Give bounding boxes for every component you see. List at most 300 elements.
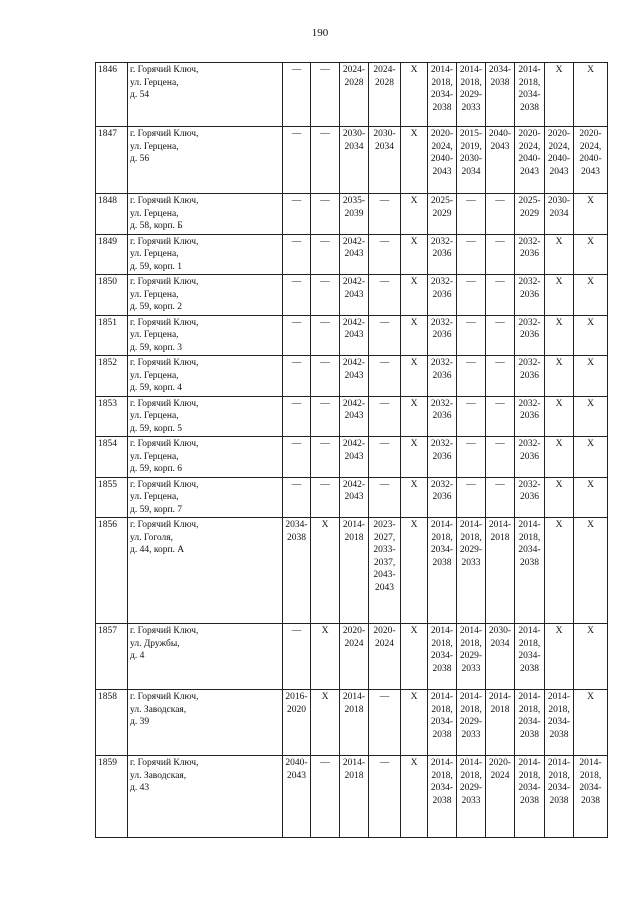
schedule-value: 2014- 2018 bbox=[488, 520, 512, 543]
schedule-value: — bbox=[495, 479, 505, 490]
schedule-value: 2020- 2024, 2040- 2043 bbox=[547, 129, 571, 177]
schedule-cell bbox=[574, 356, 608, 397]
schedule-cell bbox=[401, 437, 428, 478]
schedule-cell bbox=[369, 518, 401, 624]
schedule-cell bbox=[545, 356, 574, 397]
schedule-value: 2034- 2038 bbox=[488, 65, 512, 88]
table-row bbox=[96, 756, 608, 838]
schedule-cell bbox=[311, 234, 340, 275]
schedule-value: X bbox=[410, 129, 418, 139]
schedule-cell bbox=[340, 437, 369, 478]
schedule-value: — bbox=[291, 439, 302, 449]
schedule-cell bbox=[401, 756, 428, 838]
schedule-value: X bbox=[587, 626, 594, 636]
schedule-cell bbox=[283, 756, 311, 838]
schedule-cell bbox=[311, 690, 340, 756]
schedule-cell bbox=[545, 275, 574, 316]
schedule-value: — bbox=[291, 129, 302, 139]
schedule-value: 2032- 2036 bbox=[430, 479, 454, 502]
schedule-cell bbox=[574, 477, 608, 518]
schedule-value: X bbox=[410, 65, 418, 75]
schedule-value: — bbox=[495, 439, 505, 449]
schedule-cell bbox=[574, 275, 608, 316]
row-number: 1856 bbox=[96, 518, 128, 624]
schedule-cell bbox=[486, 315, 515, 356]
schedule-value: 2035- 2039 bbox=[342, 196, 366, 219]
row-number: 1859 bbox=[96, 756, 128, 838]
schedule-value: X bbox=[321, 626, 329, 636]
schedule-value: 2042- 2043 bbox=[342, 277, 366, 300]
schedule-value: 2040- 2043 bbox=[488, 129, 512, 152]
schedule-value: 2042- 2043 bbox=[342, 398, 366, 421]
schedule-value: 2014- 2018, 2029- 2033 bbox=[459, 65, 483, 113]
schedule-value: 2025- 2029 bbox=[430, 196, 454, 219]
schedule-cell bbox=[486, 477, 515, 518]
schedule-value: X bbox=[555, 317, 563, 328]
schedule-cell bbox=[428, 194, 457, 235]
schedule-value: 2025- 2029 bbox=[518, 196, 541, 219]
schedule-cell bbox=[486, 194, 515, 235]
schedule-value: 2032- 2036 bbox=[518, 277, 541, 300]
schedule-value: 2014- 2018, 2029- 2033 bbox=[459, 758, 483, 806]
schedule-value: 2030- 2034 bbox=[547, 196, 571, 219]
schedule-cell bbox=[369, 690, 401, 756]
row-number: 1852 bbox=[96, 356, 128, 397]
schedule-value: — bbox=[320, 317, 330, 328]
schedule-value: 2014- 2018 bbox=[342, 520, 366, 543]
schedule-cell bbox=[428, 690, 457, 756]
schedule-cell bbox=[574, 756, 608, 838]
schedule-value: 2032- 2036 bbox=[518, 479, 541, 502]
schedule-value: X bbox=[587, 398, 594, 409]
schedule-value: 2014- 2018, 2034- 2038 bbox=[430, 626, 454, 674]
schedule-value: — bbox=[379, 398, 390, 409]
schedule-value: 2032- 2036 bbox=[430, 317, 454, 340]
schedule-value: — bbox=[291, 317, 302, 328]
schedule-cell bbox=[311, 315, 340, 356]
schedule-cell bbox=[401, 275, 428, 316]
schedule-value: 2032- 2036 bbox=[518, 317, 541, 340]
schedule-value: X bbox=[410, 196, 418, 206]
address-cell bbox=[128, 437, 283, 478]
schedule-value: — bbox=[291, 65, 302, 75]
schedule-value: — bbox=[495, 277, 505, 287]
table-row bbox=[96, 234, 608, 275]
schedule-cell bbox=[401, 396, 428, 437]
address-text: г. Горячий Ключ, ул. Дружбы, д. 4 bbox=[130, 626, 199, 661]
schedule-value: — bbox=[466, 277, 476, 287]
schedule-cell bbox=[311, 477, 340, 518]
schedule-cell bbox=[340, 624, 369, 690]
schedule-value: 2014- 2018, 2034- 2038 bbox=[430, 692, 454, 740]
schedule-value: X bbox=[587, 692, 594, 702]
schedule-cell bbox=[340, 234, 369, 275]
address-cell bbox=[128, 690, 283, 756]
schedule-cell bbox=[311, 63, 340, 127]
schedule-cell bbox=[457, 194, 486, 235]
schedule-value: X bbox=[555, 65, 563, 75]
schedule-cell bbox=[311, 624, 340, 690]
row-number: 1847 bbox=[96, 127, 128, 194]
address-cell bbox=[128, 275, 283, 316]
schedule-cell bbox=[486, 63, 515, 127]
schedule-value: X bbox=[410, 439, 418, 449]
schedule-value: X bbox=[587, 317, 594, 328]
schedule-cell bbox=[545, 477, 574, 518]
schedule-value: — bbox=[379, 758, 390, 768]
row-number: 1848 bbox=[96, 194, 128, 235]
schedule-value: X bbox=[410, 398, 418, 409]
schedule-cell bbox=[574, 127, 608, 194]
schedule-value: — bbox=[320, 758, 330, 768]
schedule-cell bbox=[515, 127, 545, 194]
schedule-cell bbox=[428, 396, 457, 437]
schedule-value: 2032- 2036 bbox=[430, 358, 454, 381]
schedule-value: 2014- 2018, 2034- 2038 bbox=[518, 65, 541, 113]
address-text: г. Горячий Ключ, ул. Заводская, д. 43 bbox=[130, 758, 199, 793]
schedule-cell bbox=[428, 127, 457, 194]
schedule-cell bbox=[545, 63, 574, 127]
schedule-cell bbox=[311, 194, 340, 235]
schedule-cell bbox=[457, 127, 486, 194]
address-cell bbox=[128, 194, 283, 235]
schedule-value: X bbox=[555, 398, 563, 409]
schedule-cell bbox=[545, 315, 574, 356]
schedule-cell bbox=[311, 356, 340, 397]
address-text: г. Горячий Ключ, ул. Герцена, д. 56 bbox=[130, 129, 199, 164]
schedule-value: — bbox=[379, 439, 390, 449]
schedule-value: 2014- 2018, 2034- 2038 bbox=[518, 626, 541, 674]
schedule-cell bbox=[457, 624, 486, 690]
schedule-value: X bbox=[410, 626, 418, 636]
schedule-value: 2020- 2024 bbox=[342, 626, 366, 649]
schedule-value: 2042- 2043 bbox=[342, 479, 366, 502]
schedule-cell bbox=[369, 234, 401, 275]
table-row bbox=[96, 63, 608, 127]
schedule-cell bbox=[457, 437, 486, 478]
schedule-value: X bbox=[587, 236, 594, 247]
schedule-value: 2032- 2036 bbox=[430, 277, 454, 300]
schedule-cell bbox=[428, 356, 457, 397]
schedule-value: — bbox=[320, 358, 330, 368]
schedule-cell bbox=[486, 275, 515, 316]
row-number: 1846 bbox=[96, 63, 128, 127]
table-row bbox=[96, 356, 608, 397]
table-row bbox=[96, 194, 608, 235]
schedule-value: 2014- 2018 bbox=[488, 692, 512, 715]
schedule-cell bbox=[401, 356, 428, 397]
schedule-cell bbox=[574, 315, 608, 356]
schedule-cell bbox=[515, 690, 545, 756]
schedule-value: 2014- 2018, 2034- 2038 bbox=[518, 692, 541, 740]
schedule-cell bbox=[574, 518, 608, 624]
schedule-cell bbox=[574, 690, 608, 756]
schedule-value: — bbox=[495, 358, 505, 368]
schedule-cell bbox=[340, 194, 369, 235]
schedule-cell bbox=[283, 194, 311, 235]
schedule-value: — bbox=[379, 196, 390, 206]
schedule-cell bbox=[283, 356, 311, 397]
row-number: 1854 bbox=[96, 437, 128, 478]
schedule-value: — bbox=[320, 479, 330, 490]
address-text: г. Горячий Ключ, ул. Герцена, д. 59, корп. 1 bbox=[130, 236, 199, 272]
schedule-value: 2020- 2024, 2040- 2043 bbox=[430, 129, 454, 177]
schedule-cell bbox=[515, 624, 545, 690]
schedule-value: — bbox=[466, 479, 476, 490]
address-text: г. Горячий Ключ, ул. Герцена, д. 59, корп. 4 bbox=[130, 358, 199, 393]
schedule-value: X bbox=[587, 439, 594, 449]
schedule-value: X bbox=[555, 358, 563, 368]
schedule-cell bbox=[574, 396, 608, 437]
schedule-value: 2014- 2018, 2034- 2038 bbox=[430, 65, 454, 113]
schedule-value: — bbox=[495, 317, 505, 328]
address-cell bbox=[128, 127, 283, 194]
schedule-cell bbox=[457, 690, 486, 756]
schedule-value: X bbox=[587, 196, 594, 206]
address-cell bbox=[128, 624, 283, 690]
row-number: 1853 bbox=[96, 396, 128, 437]
schedule-value: — bbox=[466, 358, 476, 368]
page-number: 190 bbox=[311, 27, 329, 39]
schedule-cell bbox=[457, 396, 486, 437]
schedule-value: — bbox=[291, 626, 302, 636]
schedule-value: — bbox=[320, 65, 330, 75]
schedule-cell bbox=[428, 756, 457, 838]
schedule-value: — bbox=[379, 692, 390, 702]
schedule-cell bbox=[515, 477, 545, 518]
schedule-value: — bbox=[320, 129, 330, 139]
schedule-cell bbox=[428, 477, 457, 518]
schedule-value: 2014- 2018 bbox=[342, 758, 366, 781]
schedule-cell bbox=[283, 624, 311, 690]
schedule-value: 2042- 2043 bbox=[342, 317, 366, 340]
address-text: г. Горячий Ключ, ул. Герцена, д. 58, корп. Б bbox=[130, 196, 199, 231]
schedule-cell bbox=[340, 127, 369, 194]
table-row bbox=[96, 275, 608, 316]
schedule-value: 2042- 2043 bbox=[342, 358, 366, 381]
schedule-cell bbox=[457, 315, 486, 356]
schedule-value: — bbox=[495, 398, 505, 409]
schedule-cell bbox=[515, 234, 545, 275]
schedule-cell bbox=[574, 624, 608, 690]
schedule-value: 2016- 2020 bbox=[285, 692, 308, 715]
schedule-cell bbox=[283, 315, 311, 356]
schedule-cell bbox=[428, 234, 457, 275]
schedule-cell bbox=[311, 396, 340, 437]
schedule-cell bbox=[311, 756, 340, 838]
table-row bbox=[96, 690, 608, 756]
address-text: г. Горячий Ключ, ул. Герцена, д. 59, корп. 6 bbox=[130, 439, 199, 474]
address-text: г. Горячий Ключ, ул. Герцена, д. 59, корп. 5 bbox=[130, 398, 199, 434]
schedule-cell bbox=[545, 127, 574, 194]
schedule-value: 2030- 2034 bbox=[373, 129, 396, 152]
schedule-value: 2032- 2036 bbox=[518, 439, 541, 462]
schedule-cell bbox=[311, 127, 340, 194]
schedule-value: X bbox=[410, 479, 418, 490]
address-cell bbox=[128, 63, 283, 127]
schedule-cell bbox=[486, 756, 515, 838]
schedule-cell bbox=[486, 624, 515, 690]
schedule-value: 2032- 2036 bbox=[518, 358, 541, 381]
schedule-value: X bbox=[410, 692, 418, 702]
schedule-value: 2024- 2028 bbox=[342, 65, 366, 88]
schedule-cell bbox=[369, 756, 401, 838]
schedule-value: 2015- 2019, 2030- 2034 bbox=[459, 129, 483, 177]
schedule-value: 2014- 2018, 2034- 2038 bbox=[518, 758, 541, 806]
schedule-value: — bbox=[291, 398, 302, 409]
schedule-cell bbox=[401, 127, 428, 194]
schedule-value: X bbox=[555, 439, 563, 449]
schedule-cell bbox=[428, 437, 457, 478]
schedule-cell bbox=[340, 518, 369, 624]
schedule-value: — bbox=[291, 277, 302, 287]
schedule-value: X bbox=[555, 277, 563, 287]
schedule-cell bbox=[340, 356, 369, 397]
schedule-cell bbox=[545, 518, 574, 624]
schedule-value: — bbox=[495, 196, 505, 206]
schedule-value: 2014- 2018, 2034- 2038 bbox=[430, 520, 454, 568]
schedule-cell bbox=[369, 437, 401, 478]
schedule-value: X bbox=[410, 236, 418, 247]
address-text: г. Горячий Ключ, ул. Герцена, д. 54 bbox=[130, 65, 199, 100]
address-cell bbox=[128, 234, 283, 275]
schedule-value: X bbox=[587, 358, 594, 368]
address-cell bbox=[128, 518, 283, 624]
schedule-value: — bbox=[466, 196, 476, 206]
schedule-value: 2042- 2043 bbox=[342, 439, 366, 462]
schedule-value: 2030- 2034 bbox=[488, 626, 512, 649]
schedule-value: — bbox=[379, 479, 390, 490]
table-row bbox=[96, 315, 608, 356]
schedule-cell bbox=[369, 396, 401, 437]
schedule-value: X bbox=[555, 236, 563, 247]
schedule-value: 2024- 2028 bbox=[373, 65, 396, 88]
schedule-value: — bbox=[379, 277, 390, 287]
schedule-cell bbox=[283, 234, 311, 275]
schedule-cell bbox=[283, 477, 311, 518]
schedule-value: — bbox=[291, 358, 302, 368]
schedule-cell bbox=[486, 437, 515, 478]
schedule-value: — bbox=[291, 236, 302, 247]
schedule-cell bbox=[545, 194, 574, 235]
schedule-cell bbox=[457, 275, 486, 316]
schedule-value: — bbox=[379, 358, 390, 368]
schedule-value: X bbox=[410, 758, 418, 768]
row-number: 1851 bbox=[96, 315, 128, 356]
schedule-cell bbox=[401, 315, 428, 356]
schedule-cell bbox=[401, 477, 428, 518]
schedule-value: 2020- 2024, 2040- 2043 bbox=[518, 129, 541, 177]
schedule-cell bbox=[486, 234, 515, 275]
schedule-cell bbox=[515, 396, 545, 437]
schedule-cell bbox=[340, 63, 369, 127]
schedule-value: 2014- 2018, 2034- 2038 bbox=[547, 692, 571, 740]
address-cell bbox=[128, 477, 283, 518]
schedule-cell bbox=[428, 63, 457, 127]
schedule-cell bbox=[283, 437, 311, 478]
schedule-cell bbox=[340, 756, 369, 838]
schedule-value: — bbox=[466, 236, 476, 247]
schedule-value: 2030- 2034 bbox=[342, 129, 366, 152]
schedule-value: 2020- 2024 bbox=[488, 758, 512, 781]
schedule-cell bbox=[428, 275, 457, 316]
schedule-cell bbox=[486, 518, 515, 624]
schedule-cell bbox=[340, 690, 369, 756]
table-row bbox=[96, 437, 608, 478]
schedule-value: 2014- 2018, 2034- 2038 bbox=[547, 758, 571, 806]
schedule-value: 2020- 2024, 2040- 2043 bbox=[579, 129, 602, 177]
schedule-value: 2034- 2038 bbox=[285, 520, 308, 543]
schedule-value: 2032- 2036 bbox=[430, 398, 454, 421]
address-cell bbox=[128, 396, 283, 437]
schedule-value: 2014- 2018, 2029- 2033 bbox=[459, 626, 483, 674]
schedule-cell bbox=[428, 518, 457, 624]
schedule-cell bbox=[283, 690, 311, 756]
schedule-value: X bbox=[410, 520, 418, 530]
address-text: г. Горячий Ключ, ул. Заводская, д. 39 bbox=[130, 692, 199, 727]
address-text: г. Горячий Ключ, ул. Герцена, д. 59, корп. 7 bbox=[130, 479, 199, 515]
schedule-cell bbox=[574, 437, 608, 478]
schedule-cell bbox=[486, 127, 515, 194]
schedule-value: 2014- 2018, 2029- 2033 bbox=[459, 692, 483, 740]
schedule-cell bbox=[515, 315, 545, 356]
schedule-cell bbox=[545, 396, 574, 437]
schedule-cell bbox=[457, 234, 486, 275]
registry-table bbox=[95, 62, 608, 838]
schedule-cell bbox=[283, 63, 311, 127]
schedule-cell bbox=[486, 356, 515, 397]
schedule-cell bbox=[401, 63, 428, 127]
schedule-cell bbox=[545, 690, 574, 756]
schedule-cell bbox=[311, 437, 340, 478]
schedule-cell bbox=[574, 234, 608, 275]
schedule-cell bbox=[545, 624, 574, 690]
schedule-cell bbox=[457, 756, 486, 838]
schedule-cell bbox=[340, 275, 369, 316]
row-number: 1850 bbox=[96, 275, 128, 316]
schedule-value: X bbox=[555, 626, 563, 636]
schedule-cell bbox=[486, 396, 515, 437]
table-row bbox=[96, 396, 608, 437]
schedule-cell bbox=[311, 275, 340, 316]
schedule-value: — bbox=[320, 236, 330, 247]
schedule-cell bbox=[428, 624, 457, 690]
schedule-cell bbox=[369, 127, 401, 194]
row-number: 1858 bbox=[96, 690, 128, 756]
schedule-value: X bbox=[321, 692, 329, 702]
schedule-cell bbox=[515, 518, 545, 624]
schedule-cell bbox=[311, 518, 340, 624]
schedule-cell bbox=[515, 356, 545, 397]
schedule-value: 2014- 2018, 2034- 2038 bbox=[518, 520, 541, 568]
table-row bbox=[96, 518, 608, 624]
row-number: 1849 bbox=[96, 234, 128, 275]
schedule-cell bbox=[457, 518, 486, 624]
schedule-cell bbox=[369, 624, 401, 690]
row-number: 1857 bbox=[96, 624, 128, 690]
schedule-value: — bbox=[466, 398, 476, 409]
schedule-value: 2040- 2043 bbox=[285, 758, 308, 781]
address-cell bbox=[128, 356, 283, 397]
table-row bbox=[96, 127, 608, 194]
schedule-value: 2032- 2036 bbox=[430, 236, 454, 259]
schedule-cell bbox=[515, 194, 545, 235]
schedule-value: X bbox=[321, 520, 329, 530]
schedule-cell bbox=[515, 275, 545, 316]
schedule-value: X bbox=[410, 317, 418, 328]
schedule-cell bbox=[340, 477, 369, 518]
schedule-value: 2023- 2027, 2033- 2037, 2043- 2043 bbox=[373, 520, 396, 593]
